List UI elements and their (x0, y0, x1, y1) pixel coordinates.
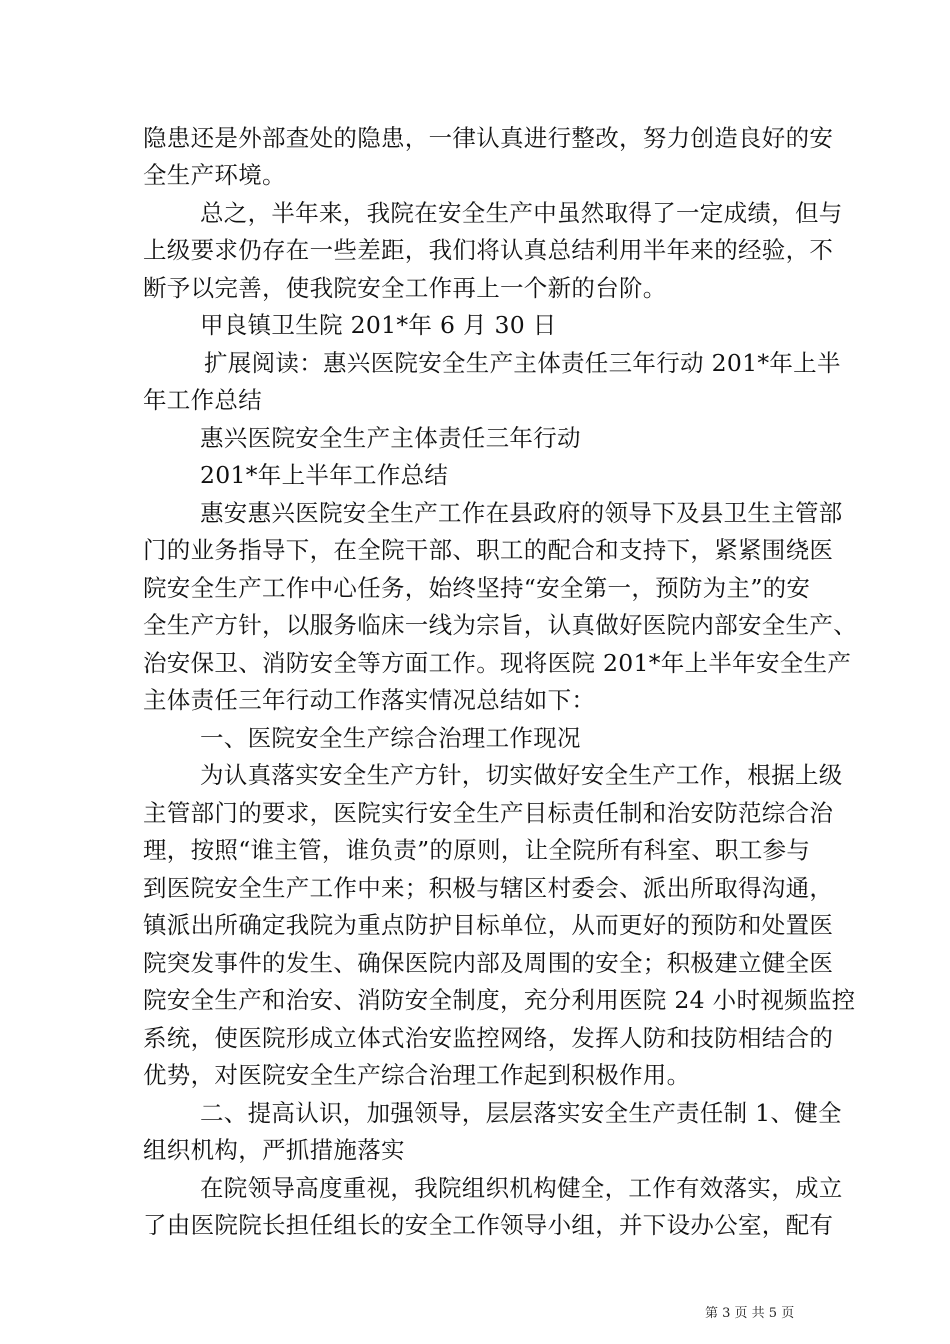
heading-one: 一、医院安全生产综合治理工作现况 (200, 724, 581, 752)
text-line: 院安全生产工作中心任务，始终坚持“安全第一，预防为主”的安 (143, 574, 811, 602)
text-line: 年工作总结 (143, 386, 262, 414)
text-line: 组织机构，严抓措施落实 (143, 1136, 405, 1164)
text-line: 断予以完善，使我院安全工作再上一个新的台阶。 (143, 274, 667, 302)
heading-two: 二、提高认识，加强领导，层层落实安全生产责任制 1、健全 (200, 1099, 842, 1127)
text-line: 上级要求仍存在一些差距，我们将认真总结利用半年来的经验，不 (143, 236, 834, 264)
text-line: 系统，使医院形成立体式治安监控网络，发挥人防和技防相结合的 (143, 1024, 834, 1052)
text-line: 在院领导高度重视，我院组织机构健全，工作有效落实，成立 (200, 1174, 843, 1202)
text-line: 镇派出所确定我院为重点防护目标单位，从而更好的预防和处置医 (143, 911, 834, 939)
section-subtitle: 201*年上半年工作总结 (200, 461, 449, 489)
text-line: 院安全生产和治安、消防安全制度，充分利用医院 24 小时视频监控 (143, 986, 856, 1014)
text-line: 全生产环境。 (143, 161, 286, 189)
text-line: 院突发事件的发生、确保医院内部及周围的安全；积极建立健全医 (143, 949, 834, 977)
section-title: 惠兴医院安全生产主体责任三年行动 (200, 424, 581, 452)
text-line: 为认真落实安全生产方针，切实做好安全生产工作，根据上级 (200, 761, 843, 789)
text-line: 优势，对医院安全生产综合治理工作起到积极作用。 (143, 1061, 691, 1089)
text-line: 门的业务指导下，在全院干部、职工的配合和支持下，紧紧围绕医 (143, 536, 834, 564)
text-line: 治安保卫、消防安全等方面工作。现将医院 201*年上半年安全生产 (143, 649, 852, 677)
text-line: 隐患还是外部查处的隐患，一律认真进行整改，努力创造良好的安 (143, 124, 834, 152)
text-line: 理，按照“谁主管，谁负责”的原则，让全院所有科室、职工参与 (143, 836, 811, 864)
extended-reading-title: 扩展阅读：惠兴医院安全生产主体责任三年行动 201*年上半 (204, 349, 841, 377)
signature-date-line: 甲良镇卫生院 201*年 6 月 30 日 (200, 311, 557, 339)
page-number-footer: 第 3 页 共 5 页 (705, 1306, 795, 1321)
text-line: 全生产方针，以服务临床一线为宗旨，认真做好医院内部安全生产、 (143, 611, 857, 639)
text-line: 总之，半年来，我院在安全生产中虽然取得了一定成绩，但与 (200, 199, 843, 227)
text-line: 到医院安全生产工作中来；积极与辖区村委会、派出所取得沟通， (143, 874, 834, 902)
text-line: 主体责任三年行动工作落实情况总结如下： (143, 686, 596, 714)
text-line: 惠安惠兴医院安全生产工作在县政府的领导下及县卫生主管部 (200, 499, 843, 527)
text-line: 主管部门的要求，医院实行安全生产目标责任制和治安防范综合治 (143, 799, 834, 827)
text-line: 了由医院院长担任组长的安全工作领导小组，并下设办公室，配有 (143, 1211, 834, 1239)
